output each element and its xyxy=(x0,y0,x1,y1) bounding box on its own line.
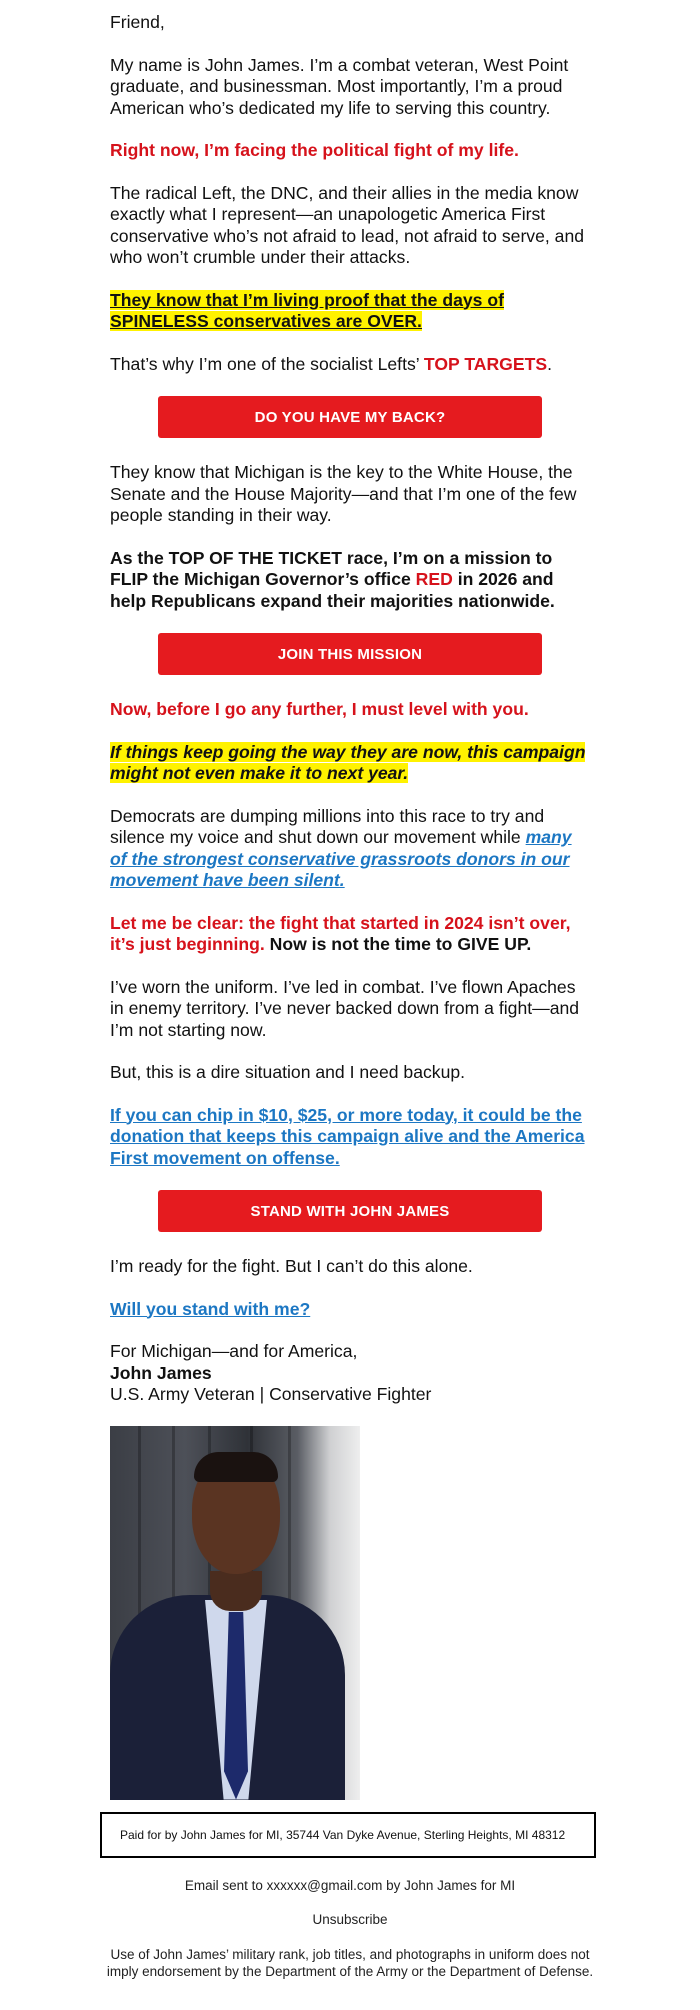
signature-closing: For Michigan—and for America, xyxy=(110,1341,358,1361)
signature-name: John James xyxy=(110,1362,212,1383)
greeting: Friend, xyxy=(110,12,165,32)
military-disclaimer: Use of John James’ military rank, job titles, and photographs in uniform does not imply endorsement by the Department of the Army or the Department of Defense. xyxy=(106,1947,594,1979)
unsubscribe-link[interactable]: Unsubscribe xyxy=(312,1912,388,1927)
fight-started-text: Let me be clear: the fight that started in 2024 isn’t over, it’s just beginning. xyxy=(110,912,571,954)
button-row-2 xyxy=(110,633,590,675)
political-fight-heading: Right now, I’m facing the political fight of my life. xyxy=(110,140,519,160)
red-word: RED xyxy=(415,569,453,589)
dire-situation-paragraph: But, this is a dire situation and I need backup. xyxy=(110,1062,466,1082)
campaign-warning-highlight: If things keep going the way they are now, this campaign might not even make it to next year. xyxy=(110,741,586,783)
silent-donors-link[interactable]: many of the strongest conservative grassroots donors in our movement have been silent. xyxy=(110,827,572,890)
candidate-portrait xyxy=(110,1426,360,1800)
email-sent-to: Email sent to xxxxxx@gmail.com by John James for MI xyxy=(184,1878,516,1893)
spineless-callout xyxy=(110,290,590,333)
signature-title: U.S. Army Veteran | Conservative Fighter xyxy=(110,1384,432,1404)
unsubscribe-row xyxy=(100,1911,600,1928)
intro-paragraph: My name is John James. I’m a combat veteran, West Point graduate, and businessman. Most importantly, I’m a proud American who’s dedicated my life to serving this country. xyxy=(110,54,569,118)
signature-block xyxy=(110,1341,590,1406)
email-body xyxy=(110,12,590,1800)
top-targets-text: TOP TARGETS xyxy=(423,353,548,374)
button-row-1 xyxy=(110,396,590,438)
worn-uniform-paragraph: I’ve worn the uniform. I’ve led in combat. I’ve flown Apaches in enemy territory. I’ve never backed down from a fight—and I’m not starting now. xyxy=(110,976,580,1040)
chip-in-link[interactable]: If you can chip in $10, $25, or more today, it could be the donation that keeps this campaign alive and the America First movement on offense. xyxy=(110,1104,585,1168)
chip-in-paragraph xyxy=(110,1105,590,1170)
democrats-paragraph: Democrats are dumping millions into this race to try and silence my voice and shut down our movement while many of the strongest conservative grassroots donors in our movement have been silent. xyxy=(110,805,572,890)
radical-left-paragraph: The radical Left, the DNC, and their allies in the media know exactly what I represent—an unapologetic America First conservative who’s not afraid to lead, not afraid to serve, and who won’t crumble under their attacks. xyxy=(110,182,585,267)
mission-paragraph: As the TOP OF THE TICKET race, I’m on a mission to FLIP the Michigan Governor’s office RED in 2026 and help Republicans expand their majorities nationwide. xyxy=(110,547,555,611)
spineless-highlight: They know that I’m living proof that the days of SPINELESS conservatives are OVER. xyxy=(110,289,504,331)
michigan-paragraph: They know that Michigan is the key to the White House, the Senate and the House Majority—and that I’m one of the few people standing in their way. xyxy=(110,462,577,525)
stand-with-me-paragraph xyxy=(110,1299,590,1321)
ready-for-fight-paragraph: I’m ready for the fight. But I can’t do this alone. xyxy=(110,1256,473,1276)
join-this-mission-button[interactable]: JOIN THIS MISSION xyxy=(158,633,542,675)
stand-with-john-james-button[interactable]: STAND WITH JOHN JAMES xyxy=(158,1190,542,1232)
stand-with-me-link[interactable]: Will you stand with me? xyxy=(110,1298,311,1319)
paid-for-disclaimer-box xyxy=(100,1812,596,1858)
level-with-you-heading: Now, before I go any further, I must level with you. xyxy=(110,699,529,719)
top-targets-paragraph: That’s why I’m one of the socialist Lefts’ TOP TARGETS. xyxy=(110,353,552,374)
paid-for-text: Paid for by John James for MI, 35744 Van Dyke Avenue, Sterling Heights, MI 48312 xyxy=(120,1828,566,1842)
do-you-have-my-back-button[interactable]: DO YOU HAVE MY BACK? xyxy=(158,396,542,438)
button-row-3 xyxy=(110,1190,590,1232)
campaign-warning xyxy=(110,742,590,785)
be-clear-paragraph: Let me be clear: the fight that started in 2024 isn’t over, it’s just beginning. Now is not the time to GIVE UP. xyxy=(110,912,571,954)
